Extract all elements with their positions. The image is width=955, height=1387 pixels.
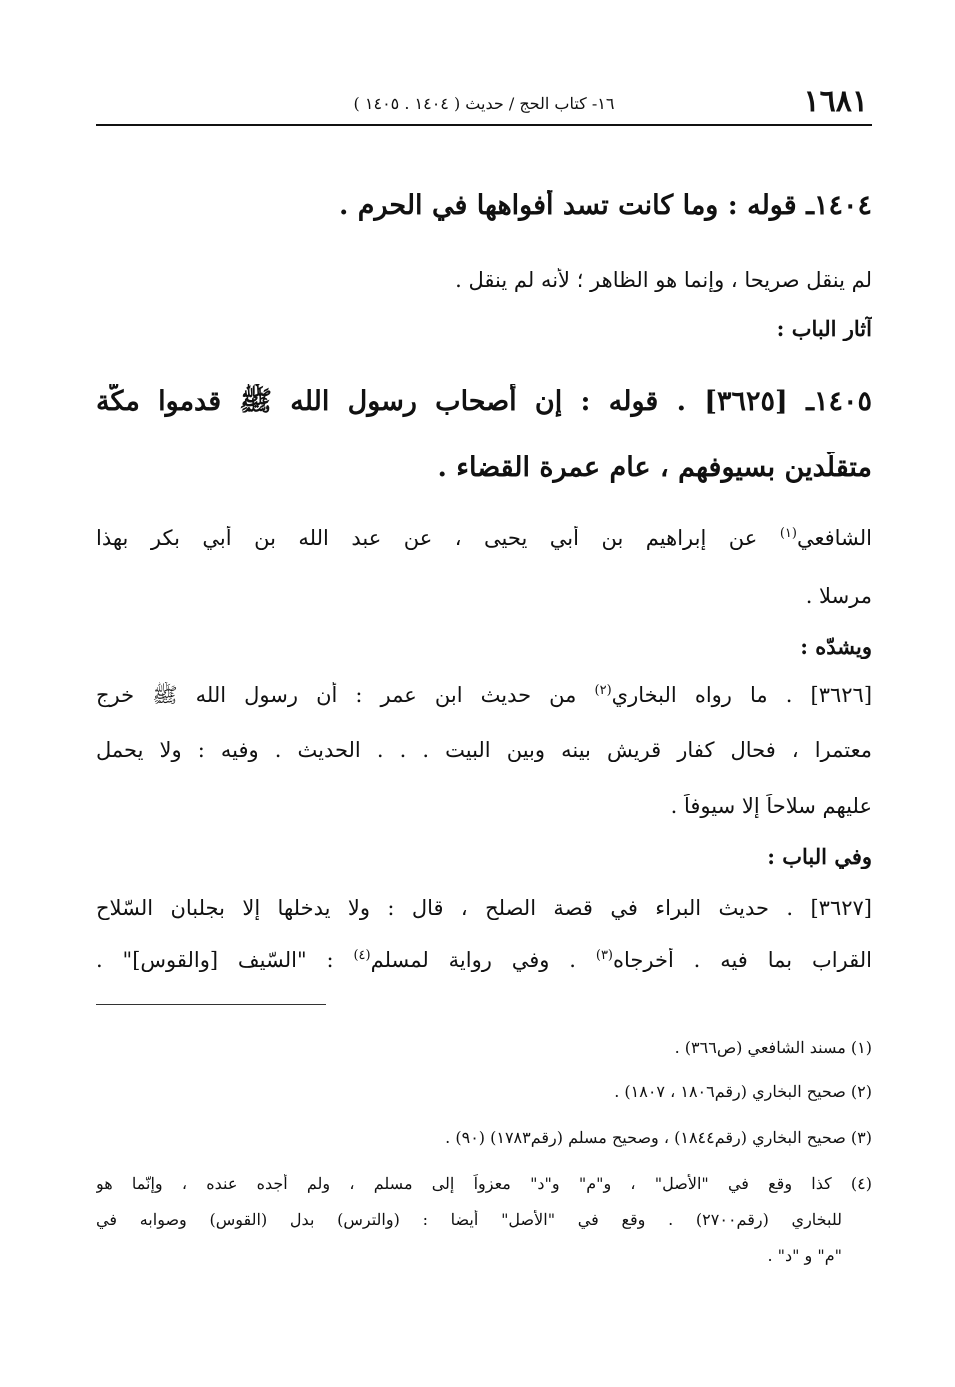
- entry-1404-text: لم ينقل صريحا ، وإنما هو الظاهر ؛ لأنه لم ينقل .: [455, 268, 872, 292]
- hadith-3626-line-2: معتمرا ، فحال كفار قريش بينه وبين البيت . . . الحديث . وفيه : ولا يحمل: [96, 738, 872, 762]
- shafii-line-2: مرسلا .: [805, 584, 872, 608]
- hadith-3626-line-1: [96, 682, 872, 713]
- footnote-4-line-3: "م" و "د" .: [767, 1246, 842, 1265]
- hadith-3627-text-c: : "السّيف [والقوس]" .: [96, 948, 354, 972]
- footnote-ref-1: (١): [779, 526, 797, 541]
- footnote-3: (٣) صحيح البخاري (رقم١٨٤٤) ، وصحيح مسلم (رقم١٧٨٣) (٩٠) .: [445, 1128, 872, 1147]
- footnote-separator: [96, 1004, 326, 1005]
- shafii-text-a: الشافعي: [796, 526, 872, 550]
- entry-1404-heading: ١٤٠٤ـ قوله : وما كانت تسد أفواهها في الحرم .: [338, 190, 872, 221]
- document-page: [96, 72, 872, 1265]
- hadith-3626-text-a: [٣٦٢٦] . ما رواه البخاري: [611, 683, 872, 707]
- footnote-ref-2: (٢): [594, 683, 612, 698]
- shafii-line-1: [96, 526, 872, 550]
- entry-1405-heading-line-2: متقلّدين بسيوفهم ، عام عمرة القضاء .: [437, 452, 872, 483]
- footnote-ref-3: (٣): [595, 948, 613, 963]
- page-number: ١٦٨١: [803, 84, 868, 119]
- hadith-3627-line-1: [٣٦٢٧] . حديث البراء في قصة الصلح ، قال : ولا يدخلها إلا بجلبان السّلاح: [96, 896, 872, 920]
- wa-fi-albab-label: وفي الباب :: [767, 844, 872, 869]
- running-title: ١٦- كتاب الحج / حديث ( ١٤٠٤ . ١٤٠٥ ): [353, 94, 615, 113]
- hadith-3627-text-a: القراب بما فيه . أخرجاه: [613, 948, 872, 972]
- hadith-3626-text-b: من حديث ابن عمر : أن رسول الله ﷺ خرج: [96, 683, 595, 707]
- running-header: [96, 72, 872, 126]
- shafii-text-b: عن إبراهيم بن أبي يحيى ، عن عبد الله بن أبي بكر بهذا: [96, 526, 780, 550]
- footnote-ref-4: (٤): [353, 948, 371, 963]
- hadith-3627-line-2: [96, 948, 872, 972]
- entry-1405-heading-line-1: ١٤٠٥ـ [٣٦٢٥] . قوله : إن أصحاب رسول الله ﷺ قدموا مكّة: [96, 386, 872, 417]
- footnote-4-line-2: للبخاري (رقم٢٧٠٠) . وقع في "الأصل" أيضا : (والترس) بدل (القوس) وصوابه في: [96, 1210, 842, 1229]
- hadith-3626-line-3: عليهم سلاحاً إلا سيوفاً .: [670, 794, 872, 818]
- athar-label: آثار الباب :: [776, 316, 872, 341]
- footnote-1: (١) مسند الشافعي (ص٣٦٦) .: [674, 1038, 872, 1057]
- hadith-3627-text-b: . وفي رواية لمسلم: [370, 948, 596, 972]
- yashudduhu-label: ويشدّه :: [800, 634, 872, 659]
- footnote-4-line-1: (٤) كذا وقع في "الأصل" ، و"م" و"د" معزواً إلى مسلم ، ولم أجده عنده ، وإنّما هو: [96, 1174, 872, 1193]
- footnote-2: (٢) صحيح البخاري (رقم١٨٠٦ ، ١٨٠٧) .: [614, 1082, 872, 1101]
